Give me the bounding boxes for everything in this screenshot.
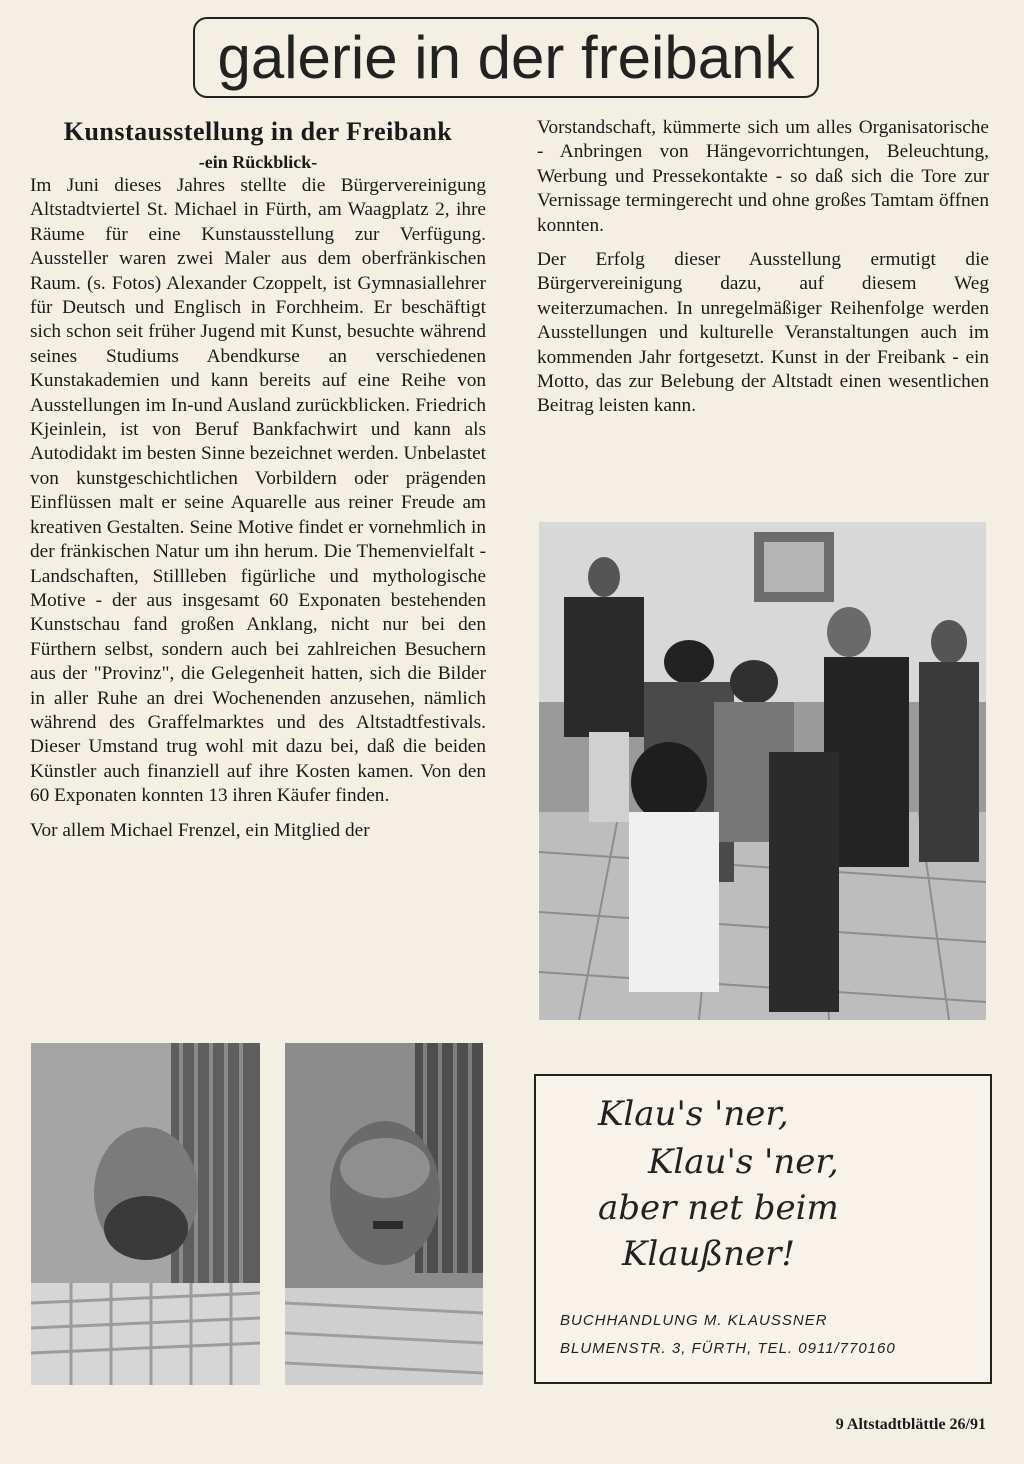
ad-line-4: Klaußner! [622, 1234, 796, 1274]
portrait-photo-kleinlein [285, 1043, 483, 1385]
ad-address-line-2: BLUMENSTR. 3, FÜRTH, TEL. 0911/770160 [560, 1340, 896, 1357]
ad-line-3: aber net beim [598, 1188, 839, 1228]
right-column [537, 116, 989, 429]
ad-line-1: Klau's 'ner, [598, 1094, 789, 1134]
article-paragraph: Vorstandschaft, kümmerte sich um alles Organisatorische - Anbringen von Hängevorrichtungen, Beleuchtung, Werbung und Pressekontakte - so daß sich die Tore zur Vernissage termingerecht und ohne großes Tamtam öffnen konnten. [537, 117, 989, 236]
article-paragraph: Im Juni dieses Jahres stellte die Bürgervereinigung Altstadtviertel St. Michael in Fürth, am Waagplatz 2, ihre Räume für eine Kunstausstellung zur Verfügung. Aussteller waren zwei Maler aus dem oberfränkischen Raum. (s. Fotos) Alexander Czoppelt, ist Gymnasiallehrer für Deutsch und Englisch in Forchheim. Er beschäftigt sich schon seit früher Jugend mit Kunst, besuchte während seines Studiums Abendkurse an verschiedenen Kunstakademien und kann bereits auf eine Reihe von Ausstellungen im In-und Ausland zurückblicken. Friedrich Kjeinlein, ist von Beruf Bankfachwirt und kann als Autodidakt im besten Sinne bezeichnet werden. Unbelastet von kunstgeschichtlichen Vorbildern oder prägenden Einflüssen malt er seine Aquarelle aus reiner Freude am kreativen Gestalten. Seine Motive findet er vornehmlich in der fränkischen Natur um ihn herum. Die Themenvielfalt - Landschaften, Stillleben figürliche und mythologische Motive - der aus insgesamt 60 Exponaten bestehenden Kunstschau fand großen Anklang, nicht nur bei den Fürthern selbst, sondern auch bei zahlreichen Besuchern aus der "Provinz", die Gelegenheit hatten, sich die Bilder in aller Ruhe an drei Wochenenden anzusehen, nämlich während des Graffelmarktes und des Altstadtfestivals. Dieser Umstand trug wohl mit dazu bei, daß die beiden Künstler auch finanziell auf ihre Kosten kamen. Von den 60 Exponaten konnten 13 ihren Käufer finden. [30, 175, 486, 807]
section-header-box [193, 17, 819, 98]
article-paragraph: Der Erfolg dieser Ausstellung ermutigt die Bürgervereinigung dazu, auf diesem Weg weiterzumachen. In unregelmäßiger Reihenfolge werden Ausstellungen und kulturelle Veranstaltungen auch im kommenden Jahr fortgesetzt. Kunst in der Freibank - ein Motto, das zur Belebung der Altstadt einen wesentlichen Beitrag leisten kann. [537, 249, 989, 417]
exhibition-crowd-photo [539, 522, 986, 1020]
bookstore-advertisement [534, 1074, 992, 1384]
ad-address-line-1: BUCHHANDLUNG M. KLAUSSNER [560, 1312, 828, 1329]
ad-line-2: Klau's 'ner, [648, 1142, 839, 1182]
article-paragraph: Vor allem Michael Frenzel, ein Mitglied der [30, 819, 370, 841]
page-footer: 9 Altstadtblättle 26/91 [835, 1416, 986, 1433]
article-title: Kunstausstellung in der Freibank [63, 117, 453, 146]
section-header-title: galerie in der freibank [217, 23, 795, 91]
left-column [30, 116, 486, 853]
portrait-photo-czoppelt [31, 1043, 260, 1385]
article-subtitle: -ein Rückblick- [198, 152, 318, 172]
